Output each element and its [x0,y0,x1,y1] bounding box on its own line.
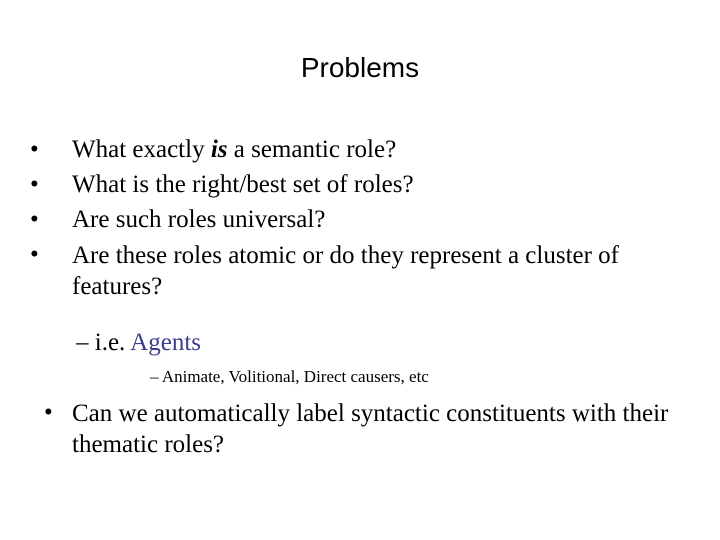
bullet-text [72,135,396,165]
bullet-marker: • [30,241,39,268]
agents-term: Agents [130,329,201,356]
dash-marker: – [76,329,89,356]
dash-marker: – [150,367,159,386]
bullet-marker: • [30,206,39,233]
bullet-marker: • [44,399,53,426]
emphasis-is: is [210,136,228,163]
sub-sub-bullet-agent-features [150,366,429,388]
bullet-marker: • [30,136,39,163]
sub-bullet-agents [76,328,201,358]
sub-bullet-prefix: i.e. [94,329,131,356]
sub-sub-bullet-text: Animate, Volitional, Direct causers, etc [161,367,429,386]
bullet-text: Are these roles atomic or do they represent a cluster of features? [72,242,620,300]
bullet-text: Can we automatically label syntactic constituents with their thematic roles? [72,400,669,458]
bullet-text: Are such roles universal? [72,206,326,233]
slide-title: Problems [300,52,420,83]
bullet-text: What is the right/best set of roles? [72,171,414,198]
bullet-text-post: a semantic role? [227,136,397,163]
bullet-marker: • [30,171,39,198]
bullet-text-pre: What exactly [72,136,211,163]
